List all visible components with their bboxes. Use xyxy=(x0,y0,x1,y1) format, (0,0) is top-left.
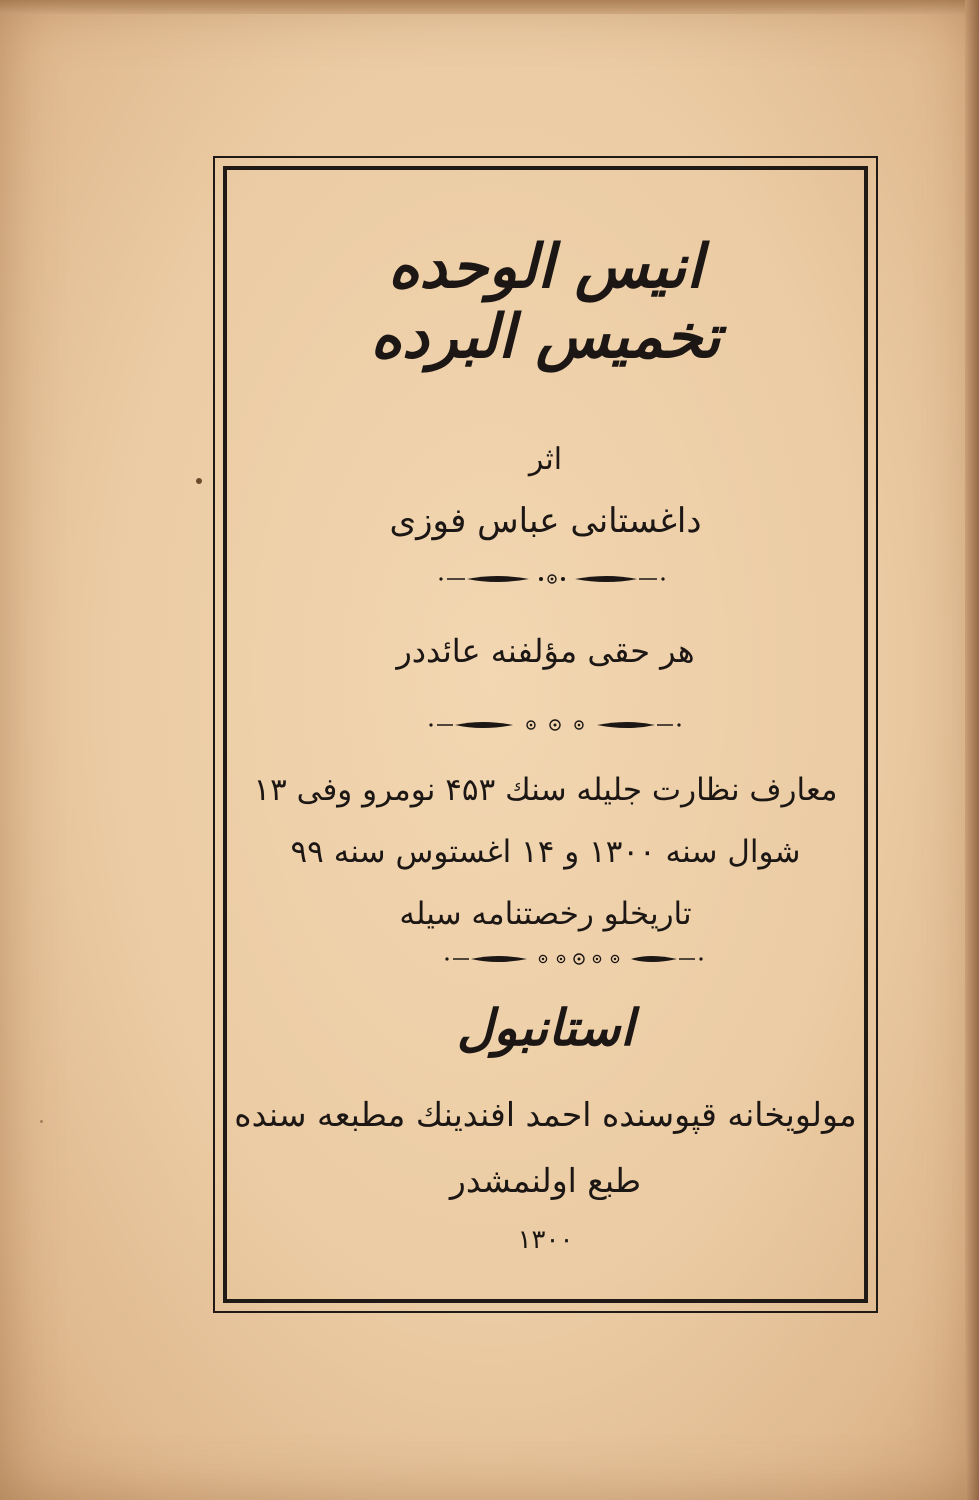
ornament-divider-1 xyxy=(437,570,667,588)
ornament-divider-2 xyxy=(427,716,683,734)
city-name: استانبول xyxy=(456,998,635,1057)
permit-line-2: شوال سنه ۱۳۰۰ و ۱۴ اغستوس سنه ۹۹ xyxy=(290,834,801,870)
permit-line-3: تاریخلو رخصتنامه سیله xyxy=(399,896,692,932)
book-title-line-1: انیس الوحده xyxy=(388,232,703,302)
book-title-line-2: تخمیس البرده xyxy=(370,302,721,372)
page-top-edge xyxy=(0,0,979,14)
printed-line: طبع اولنمشدر xyxy=(449,1161,642,1200)
paper-stain xyxy=(196,478,202,484)
page-right-edge xyxy=(965,0,979,1500)
copyright-notice: هر حقی مؤلفنه عائددر xyxy=(396,632,695,670)
title-page-content xyxy=(227,170,864,1299)
publication-year: ۱۳۰۰ xyxy=(517,1225,574,1255)
printer-line: مولویخانه قپوسنده احمد افندینك مطبعه سنده xyxy=(234,1095,857,1134)
paper-stain xyxy=(40,1120,43,1123)
permit-line-1: معارف نظارت جلیله سنك ۴۵۳ نومرو وفی ۱۳ xyxy=(253,772,838,808)
work-of-label: اثر xyxy=(528,442,563,477)
ornament-divider-3 xyxy=(443,950,705,968)
author-name: داغستانی عباس فوزی xyxy=(389,501,702,541)
